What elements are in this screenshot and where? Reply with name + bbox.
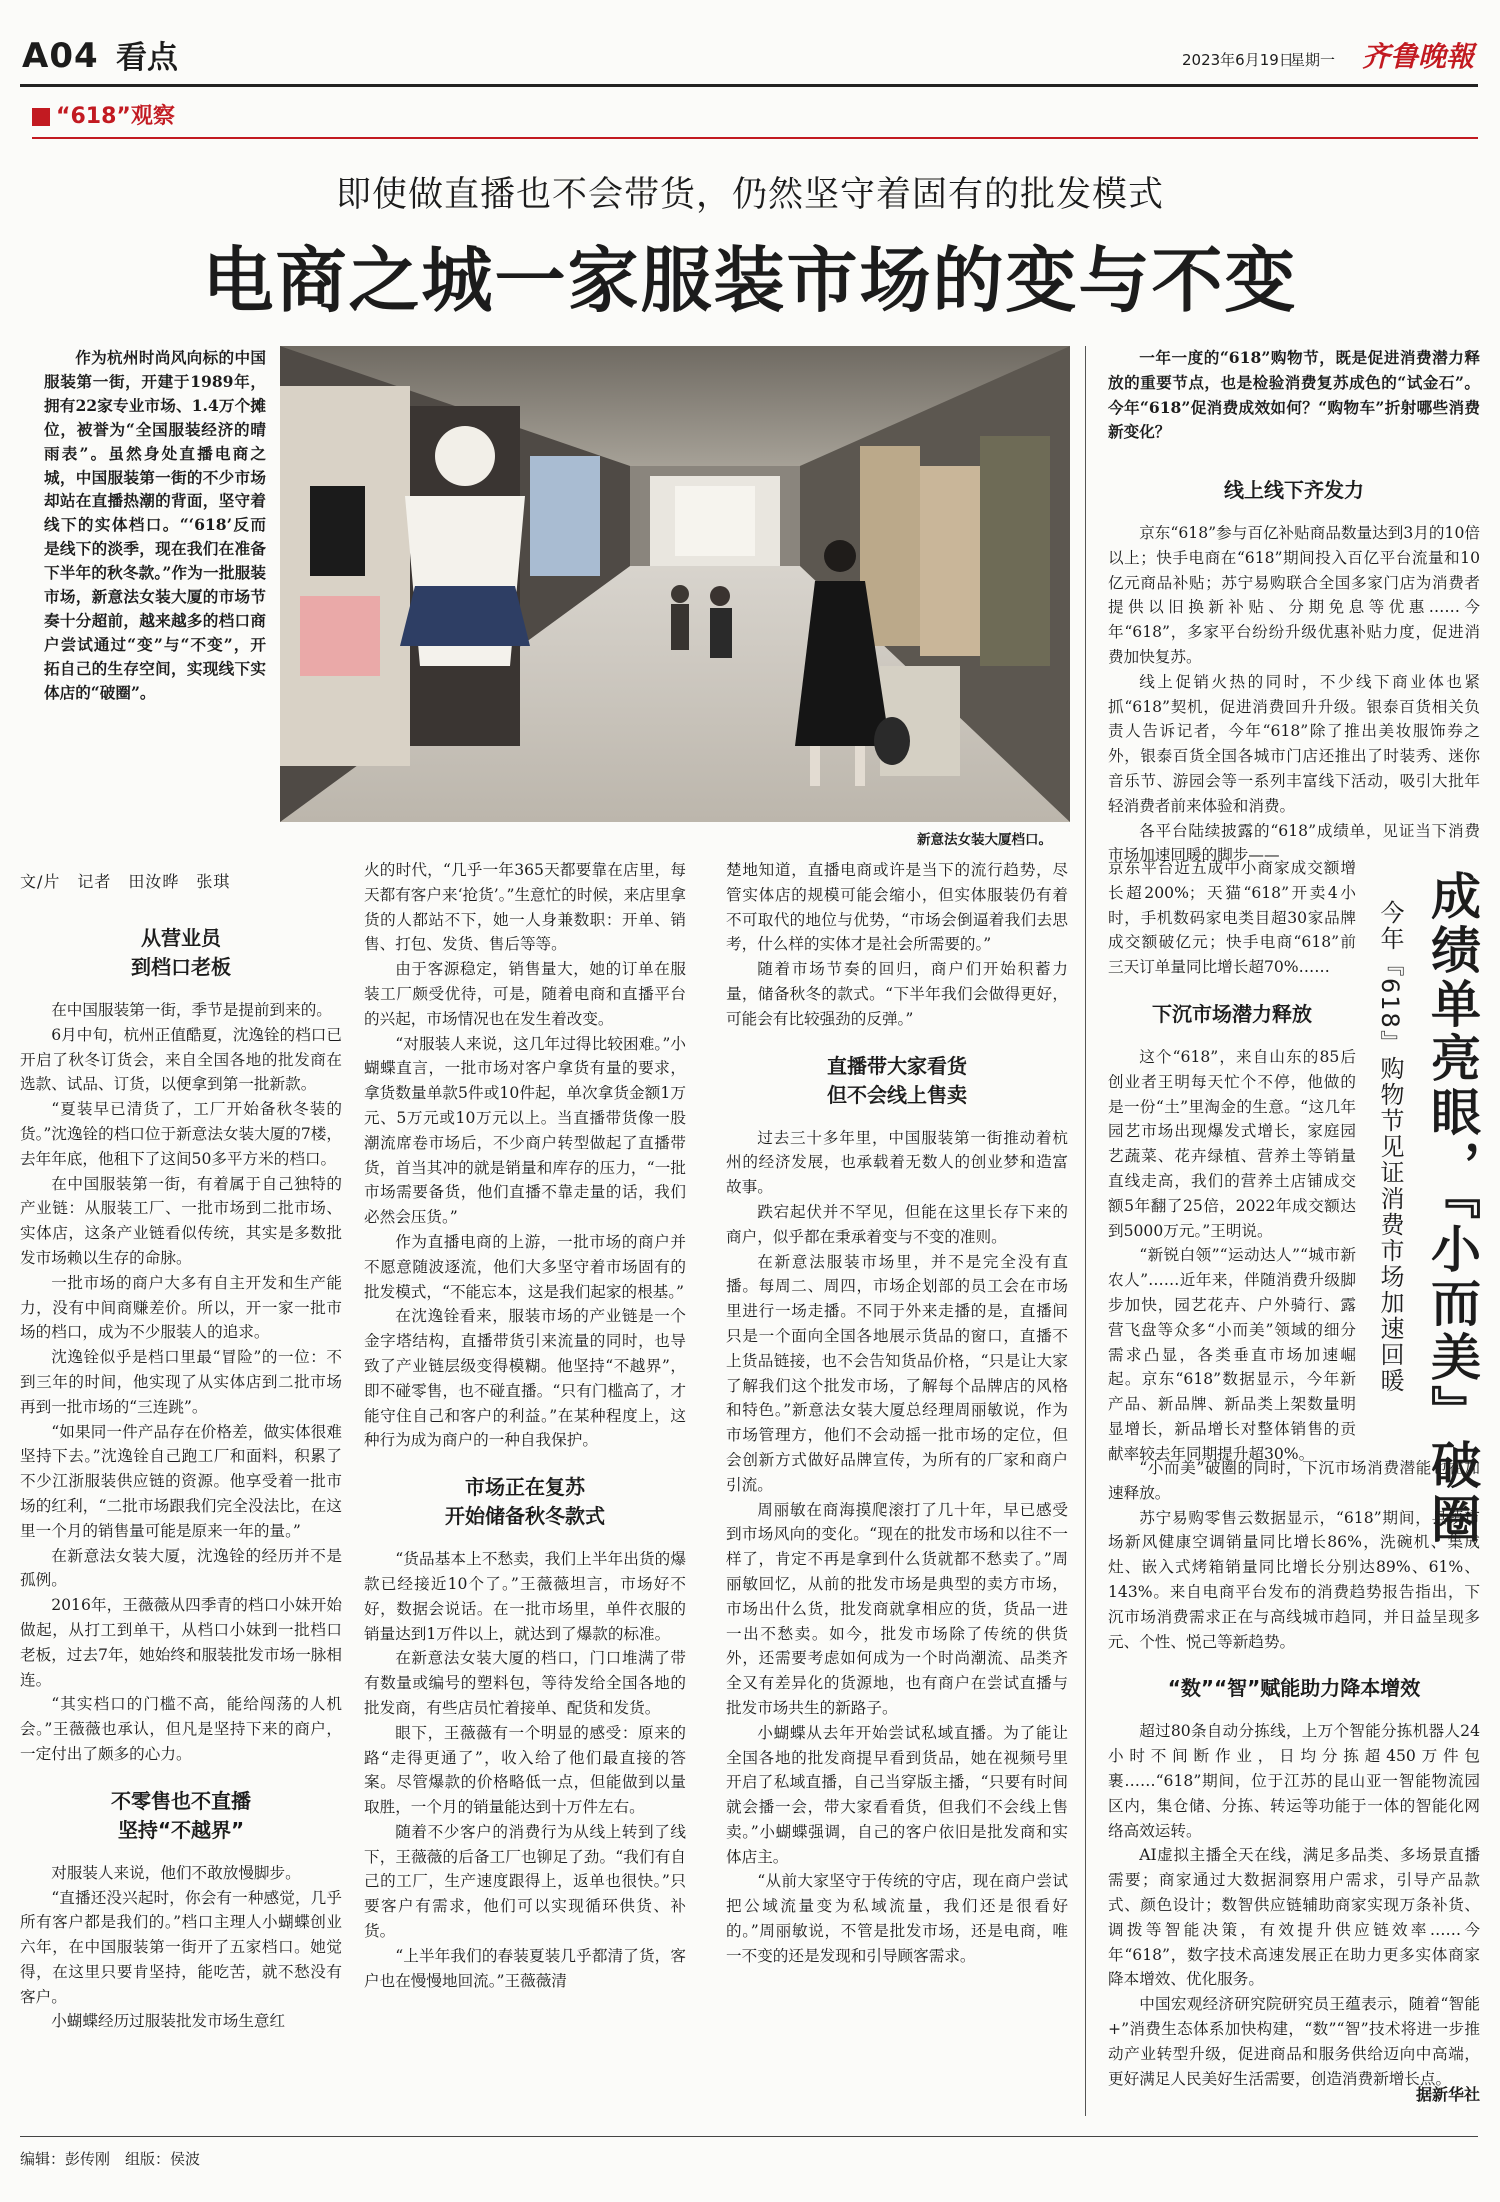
section-name: 看点	[116, 40, 178, 76]
paragraph: 对服装人来说，他们不敢放慢脚步。	[51, 1863, 301, 1882]
page-number: A04	[22, 36, 99, 76]
paragraph: “对服装人来说，这几年过得比较困难。”小蝴蝶直言，一批市场对客户拿货有量的要求，拿货数量单款5件或10件起，单次拿货金额1万元、5万元或10万元以上。当直播带货像一股潮流席卷市场后，不少商户转型做起了直播带货，首当其冲的就是销量和库存的压力，“一批市场需要备货，他们直播不靠走量的话，我们必然会压货。”	[364, 1034, 686, 1227]
paragraph: 眼下，王薇薇有一个明显的感受：原来的路“走得更通了”，收入给了他们最直接的答案。尽管爆款的价格略低一点，但能做到以量取胜，一个月的销量能达到十万件左右。	[364, 1723, 686, 1817]
paragraph: 中国宏观经济研究院研究员王蕴表示，随着“智能+”消费生态体系加快构建，“数”“智”技术将进一步推动产业转型升级，促进商品和服务供给迈向中高端，更好满足人民美好生活需要，创造消费新增长点。	[1108, 1995, 1480, 2088]
paragraph: “从前大家坚守于传统的守店，现在商户尝试把公域流量变为私域流量，我们还是很看好的。”周丽敏说，不管是批发市场，还是电商，唯一不变的还是发现和引导顾客需求。	[726, 1872, 1068, 1965]
paper-logo: 齐鲁晚報	[1362, 40, 1475, 73]
sidebar-source: 据新华社	[1415, 2085, 1480, 2104]
byline: 文/片 记者 田汝晔 张琪	[20, 872, 231, 891]
paragraph: “货品基本上不愁卖，我们上半年出货的爆款已经接近10个了。”王薇薇坦言，市场好不好，数据会说话。在一批市场里，单件衣服的销量达到1万件以上，就达到了爆款的标准。	[364, 1550, 686, 1643]
paragraph: 在新意法女装大厦，沈逸铨的经历并不是孤例。	[20, 1546, 342, 1590]
paragraph: 苏宁易购零售云数据显示，“618”期间，县镇市场新风健康空调销量同比增长86%，洗碗机、集成灶、嵌入式烤箱销量同比增长分别达89%、61%、143%。来自电商平台发布的消费趋势报告指出，下沉市场消费需求正在与高线城市趋同，并日益呈现多元、个性、悦己等新趋势。	[1108, 1508, 1480, 1651]
footer-rule	[20, 2136, 1478, 2137]
paragraph: “上半年我们的春装夏装几乎都清了货，客户也在慢慢地回流。”王薇薇清	[364, 1946, 686, 1990]
issue-date: 2023年6月19日	[1182, 51, 1294, 69]
paragraph: 一批市场的商户大多有自主开发和生产能力，没有中间商赚差价。所以，开一家一批市场的档口，成为不少服装人的追求。	[20, 1273, 342, 1342]
tag-underline	[32, 137, 1478, 139]
paragraph-continued: 楚地知道，直播电商或许是当下的流行趋势，尽管实体店的规模可能会缩小，但实体服装仍有着不可取代的地位与优势，“市场会倒逼着我们去思考，什么样的实体才是社会所需要的。”	[726, 861, 1068, 954]
column-marker-icon	[32, 108, 50, 126]
article-column-2	[364, 858, 686, 2116]
paragraph: “小而美”破圈的同时，下沉市场消费潜能也在加速释放。	[1108, 1459, 1480, 1502]
paragraph: 过去三十多年里，中国服装第一街推动着杭州的经济发展，也承载着无数人的创业梦和造富故事。	[726, 1128, 1068, 1197]
sidebar-column-bottom	[1108, 1456, 1480, 2088]
section-heading: 直播带大家看货 但不会线上售卖	[827, 1053, 967, 1107]
paragraph: 这个“618”，来自山东的85后创业者王明每天忙个不停，他做的是一份“土”里淘金的生意。“这几年园艺市场出现爆发式增长，家庭园艺蔬菜、花卉绿植、营养土等销量直线走高，我们的营养土店铺成交额5年翻了25倍，2022年成交额达到5000万元。”王明说。	[1108, 1047, 1356, 1240]
paragraph: 跌宕起伏并不罕见，但能在这里长存下来的商户，似乎都在秉承着变与不变的准则。	[726, 1202, 1068, 1246]
column-tag: “618”观察	[56, 104, 175, 129]
lead-text: 作为杭州时尚风向标的中国服装第一街，开建于1989年，拥有22家专业市场、1.4万个摊位，被誉为“全国服装经济的晴雨表”。虽然身处直播电商之城，中国服装第一街的不少市场却站在直播热潮的背面，坚守着线下的实体档口。“‘618’反而是线下的淡季，现在我们在准备下半年的秋冬款。”作为一批服装市场，新意法女装大厦的市场节奏十分超前，越来越多的档口商户尝试通过“变”与“不变”，开拓自己的生存空间，实现线下实体店的“破圈”。	[44, 348, 266, 702]
article-column-3	[726, 858, 1068, 2116]
paragraph: 小蝴蝶从去年开始尝试私域直播。为了能让全国各地的批发商提早看到货品，她在视频号里开启了私域直播，自己当穿版主播，“只要有时间就会播一会，带大家看看货，但我们不会线上售卖。”小蝴蝶强调，自己的客户依旧是批发商和实体店主。	[726, 1723, 1068, 1866]
paragraph: 在沈逸铨看来，服装市场的产业链是一个金字塔结构，直播带货引来流量的同时，也导致了产业链层级变得模糊。他坚持“不越界”，即不碰零售，也不碰直播。“只有门槛高了，才能守住自己和客户的利益。”在某种程度上，这种行为成为商户的一种自我保护。	[364, 1307, 686, 1450]
article-lead	[44, 346, 266, 816]
sidebar-vertical-subtitle: 今年『618』购物节见证消费市场加速回暖	[1376, 900, 1404, 1394]
paragraph-continued: 火的时代，“几乎一年365天都要靠在店里，每天都有客户来‘抢货’。”生意忙的时候，来店里拿货的人都站不下，她一人身兼数职：开单、销售、打包、发货、售后等等。	[364, 861, 686, 954]
paragraph: 由于客源稳定，销售量大，她的订单在服装工厂颇受优待，可是，随着电商和直播平台的兴起，市场情况也在发生着改变。	[364, 960, 686, 1028]
article-title: 电商之城一家服装市场的变与不变	[202, 238, 1298, 322]
footer-editor: 编辑：彭传刚 组版：侯波	[20, 2150, 201, 2168]
paragraph: 周丽敏在商海摸爬滚打了几十年，早已感受到市场风向的变化。“现在的批发市场和以往不一样了，肯定不再是拿到什么货就都不愁卖了。”周丽敏回忆，从前的批发市场是典型的卖方市场，市场出什么货，批发商就拿相应的货，货品一进一出不愁卖。如今，批发市场除了传统的供货外，还需要考虑如何成为一个时尚潮流、品类齐全又有差异化的货源地，也有商户在尝试直播与批发市场共生的新路子。	[726, 1500, 1068, 1717]
paragraph: 随着不少客户的消费行为从线上转到了线下，王薇薇的后备工厂也铆足了劲。“我们有自己的工厂，生产速度跟得上，返单也很快。”只要客户有需求，他们可以实现循环供货、补货。	[364, 1822, 686, 1941]
paragraph: 小蝴蝶经历过服装批发市场生意红	[51, 2012, 286, 2031]
section-heading: 不零售也不直播 坚持“不越界”	[111, 1788, 251, 1842]
header-rule	[20, 84, 1478, 87]
paragraph: 6月中旬，杭州正值酷夏，沈逸铨的档口已开启了秋冬订货会，来自全国各地的批发商在选款、试品、订货，以便拿到第一批新款。	[20, 1025, 342, 1094]
market-photo	[280, 346, 1070, 822]
photo-caption: 新意法女装大厦档口。	[917, 832, 1052, 848]
section-heading: 市场正在复苏 开始储备秋冬款式	[445, 1475, 605, 1529]
paragraph: “直播还没兴起时，你会有一种感觉，几乎所有客户都是我们的。”档口主理人小蝴蝶创业六年，在中国服装第一街开了五家档口。她觉得，在这里只要肯坚持，能吃苦，就不愁没有客户。	[20, 1888, 342, 2006]
article-subtitle: 即使做直播也不会带货，仍然坚守着固有的批发模式	[335, 175, 1164, 215]
paragraph: “其实档口的门槛不高，能给闯荡的人机会。”王薇薇也承认，但凡是坚持下来的商户，一定付出了颇多的心力。	[20, 1695, 342, 1763]
paragraph: 随着市场节奏的回归，商户们开始积蓄力量，储备秋冬的款式。“下半年我们会做得更好，可能会有比较强劲的反弹。”	[726, 960, 1068, 1028]
paragraph: “如果同一件产品存在价格差，做实体很难坚持下去。”沈逸铨自己跑工厂和面料，积累了不少江浙服装供应链的资源。他享受着一批市场的红利，“二批市场跟我们完全没法比，在这里一个月的销售量可能是原来一年的量。”	[20, 1422, 342, 1540]
section-heading: “数”“智”赋能助力降本增效	[1167, 1676, 1421, 1701]
paragraph: 线上促销火热的同时，不少线下商业体也紧抓“618”契机，促进消费回升升级。银泰百货相关负责人告诉记者，今年“618”除了推出美妆服饰券之外，银泰百货全国各城市门店还推出了时装秀、迷你音乐节、游园会等一系列丰富线下活动，吸引大批年轻消费者前来体验和消费。	[1108, 672, 1480, 815]
paragraph: 各平台陆续披露的“618”成绩单，见证当下消费市场加速回暖的脚步——	[1108, 821, 1480, 865]
paragraph: 京东“618”参与百亿补贴商品数量达到3月的10倍以上；快手电商在“618”期间投入百亿平台流量和10亿元商品补贴；苏宁易购联合全国多家门店为消费者提供以旧换新补贴、分期免息等优惠……今年“618”，多家平台纷纷升级优惠补贴力度，促进消费加快复苏。	[1108, 524, 1480, 666]
paragraph: “新锐白领”“运动达人”“城市新农人”……近年来，伴随消费升级脚步加快，园艺花卉、户外骑行、露营飞盘等众多“小而美”领域的细分需求凸显，各类垂直市场加速崛起。京东“618”数据显示，今年新产品、新品牌、新品类上架数量明显增长，新品增长对整体销售的贡献率较去年同期提升超30%。	[1108, 1246, 1356, 1463]
paragraph: AI虚拟主播全天在线，满足多品类、多场景直播需要；商家通过大数据洞察用户需求，引导产品款式、颜色设计；数智供应链辅助商家实现万条补货、调拨等智能决策，有效提升供应链效率……今年“618”，数字技术高速发展正在助力更多实体商家降本增效、优化服务。	[1108, 1846, 1480, 1989]
paragraph: 沈逸铨似乎是档口里最“冒险”的一位：不到三年的时间，他实现了从实体店到二批市场再到一批市场的“三连跳”。	[20, 1348, 342, 1416]
sidebar-column-narrow	[1108, 856, 1356, 1463]
paragraph: 在中国服装第一街，季节是提前到来的。	[51, 1001, 332, 1019]
sidebar-intro-text: 一年一度的“618”购物节，既是促进消费潜力释放的重要节点，也是检验消费复苏成色的“试金石”。今年“618”促消费成效如何？“购物车”折射哪些消费新变化？	[1108, 348, 1480, 442]
paragraph: 在中国服装第一街，有着属于自己独特的产业链：从服装工厂、一批市场到二批市场、实体店，这条产业链看似传统，其实是多数批发市场赖以生存的命脉。	[20, 1174, 342, 1267]
issue-weekday: 星期一	[1290, 51, 1336, 69]
sidebar-divider	[1085, 346, 1086, 2116]
sidebar-intro	[1108, 346, 1480, 456]
section-heading: 下沉市场潜力释放	[1152, 1001, 1312, 1026]
paragraph: 2016年，王薇薇从四季青的档口小妹开始做起，从打工到单干，从档口小妹到一批档口老板，过去7年，她始终和服装批发市场一脉相连。	[20, 1596, 342, 1689]
section-heading: 从营业员 到档口老板	[131, 926, 231, 979]
paragraph: 超过80条自动分拣线，上万个智能分拣机器人24小时不间断作业，日均分拣超450万件包裹……“618”期间，位于江苏的昆山亚一智能物流园区内，集仓储、分拣、转运等功能于一体的智能化网络高效运转。	[1108, 1722, 1480, 1840]
paragraph: 作为直播电商的上游，一批市场的商户并不愿意随波逐流，他们大多坚守着市场固有的批发模式，“不能忘本，这是我们起家的根基。”	[364, 1232, 686, 1301]
section-heading: 线上线下齐发力	[1224, 478, 1364, 502]
article-column-1	[20, 904, 342, 2116]
paragraph: “夏装早已清货了，工厂开始备秋冬装的货。”沈逸铨的档口位于新意法女装大厦的7楼，去年年底，他租下了这间50多平方米的档口。	[20, 1100, 342, 1168]
paragraph: 在新意法服装市场里，并不是完全没有直播。每周二、周四，市场企划部的员工会在市场里进行一场走播。不同于外来走播的是，直播间只是一个面向全国各地展示货品的窗口，直播不上货品链接，也不会告知货品价格，“只是让大家了解我们这个批发市场，了解每个品牌店的风格和特色。”新意法女装大厦总经理周丽敏说，作为市场管理方，他们不会动摇一批市场的定位，但会创新方式做好品牌宣传，为所有的厂家和商户引流。	[726, 1252, 1068, 1494]
sidebar-column-top	[1108, 456, 1480, 865]
paragraph-continued: 京东平台近五成中小商家成交额增长超200%；天猫“618”开卖4小时，手机数码家电类目超30家品牌成交额破亿元；快手电商“618”前三天订单量同比增长超70%……	[1108, 859, 1356, 977]
paragraph: 在新意法女装大厦的档口，门口堆满了带有数量或编号的塑料包，等待发给全国各地的批发商，有些店员忙着接单、配货和发货。	[364, 1649, 686, 1717]
sidebar-vertical-title: 成绩单亮眼，『小而美』破圈	[1423, 870, 1482, 1547]
